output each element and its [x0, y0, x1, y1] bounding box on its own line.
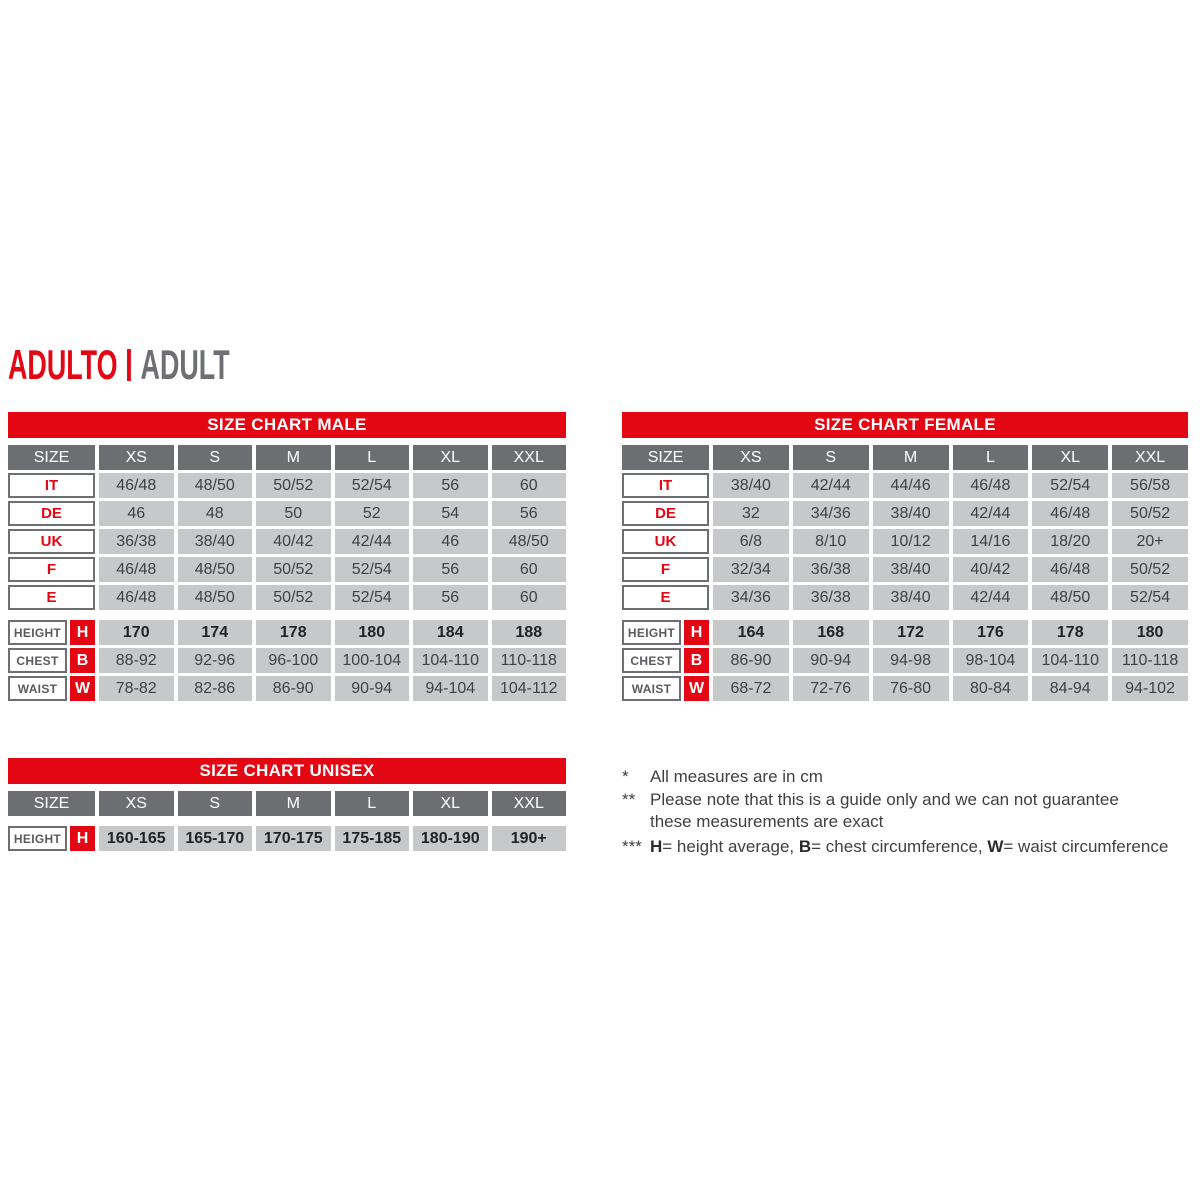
column-header-cell: S	[178, 445, 253, 470]
size-value-cell: 48/50	[178, 557, 253, 582]
size-value-cell: 48	[178, 501, 253, 526]
size-value-cell: 52/54	[1032, 473, 1108, 498]
size-row	[622, 557, 1188, 582]
footnote-line: these measurements are exact	[650, 812, 884, 831]
measure-value-cell: 170	[99, 620, 174, 645]
footnote	[622, 789, 1198, 833]
measure-value-cell: 104-110	[413, 648, 488, 673]
size-value-cell: 42/44	[953, 501, 1029, 526]
size-value-cell: 46/48	[1032, 557, 1108, 582]
size-value-cell: 32	[713, 501, 789, 526]
footnote-part: B	[798, 837, 812, 856]
measure-value-cell: 175-185	[335, 826, 410, 851]
measure-value-cell: 82-86	[178, 676, 253, 701]
measure-value-cell: 180	[335, 620, 410, 645]
measure-badge-w: W	[70, 676, 95, 701]
size-value-cell: 48/50	[178, 585, 253, 610]
measure-value-cell: 180-190	[413, 826, 488, 851]
size-value-cell: 54	[413, 501, 488, 526]
measure-value-cell: 90-94	[793, 648, 869, 673]
size-value-cell: 18/20	[1032, 529, 1108, 554]
measure-label-text: HEIGHT	[622, 620, 681, 645]
page-title	[8, 341, 230, 388]
measure-value-cell: 94-104	[413, 676, 488, 701]
size-value-cell: 40/42	[256, 529, 331, 554]
size-value-cell: 38/40	[178, 529, 253, 554]
measure-badge-h: H	[70, 620, 95, 645]
table-title-bar: SIZE CHART FEMALE	[622, 412, 1188, 438]
measure-row	[8, 676, 566, 701]
size-row	[8, 529, 566, 554]
size-value-cell: 32/34	[713, 557, 789, 582]
measure-label-text: HEIGHT	[8, 620, 67, 645]
column-header-cell: XXL	[492, 445, 567, 470]
size-value-cell: 8/10	[793, 529, 869, 554]
size-value-cell: 50/52	[1112, 501, 1188, 526]
measure-value-cell: 165-170	[178, 826, 253, 851]
measure-label-text: CHEST	[8, 648, 67, 673]
measure-value-cell: 92-96	[178, 648, 253, 673]
footnote-part: H	[650, 837, 663, 856]
measure-label-chest	[8, 648, 95, 673]
measure-badge-h: H	[684, 620, 709, 645]
size-value-cell: 42/44	[793, 473, 869, 498]
size-value-cell: 42/44	[953, 585, 1029, 610]
footnote-marker: *	[622, 767, 629, 786]
footnote-text	[650, 766, 823, 788]
measure-value-cell: 184	[413, 620, 488, 645]
footnote-part: = height average,	[662, 837, 799, 856]
measure-value-cell: 176	[953, 620, 1029, 645]
row-label-it: IT	[622, 473, 709, 498]
measure-row	[622, 676, 1188, 701]
footnote-part: = waist circumference	[1003, 837, 1169, 856]
size-row	[8, 501, 566, 526]
column-header-cell: M	[256, 791, 331, 816]
measure-label-text: HEIGHT	[8, 826, 67, 851]
size-value-cell: 50	[256, 501, 331, 526]
size-value-cell: 50/52	[1112, 557, 1188, 582]
footnote-part: = chest circumference,	[811, 837, 988, 856]
row-label-f: F	[622, 557, 709, 582]
row-label-e: E	[8, 585, 95, 610]
measure-row	[8, 620, 566, 645]
size-value-cell: 52/54	[1112, 585, 1188, 610]
size-row	[622, 473, 1188, 498]
size-value-cell: 46/48	[99, 585, 174, 610]
measure-value-cell: 178	[1032, 620, 1108, 645]
column-header-cell: XXL	[1112, 445, 1188, 470]
measure-value-cell: 188	[492, 620, 567, 645]
measure-value-cell: 104-110	[1032, 648, 1108, 673]
size-value-cell: 50/52	[256, 585, 331, 610]
page-title-primary: ADULTO	[8, 341, 118, 388]
size-value-cell: 52	[335, 501, 410, 526]
size-row	[622, 585, 1188, 610]
size-value-cell: 48/50	[1032, 585, 1108, 610]
size-value-cell: 60	[492, 585, 567, 610]
measure-value-cell: 104-112	[492, 676, 567, 701]
measure-value-cell: 172	[873, 620, 949, 645]
column-header-cell: M	[873, 445, 949, 470]
measure-value-cell: 190+	[492, 826, 567, 851]
size-value-cell: 48/50	[178, 473, 253, 498]
footnote-text	[650, 789, 1119, 833]
measure-row	[8, 648, 566, 673]
size-value-cell: 38/40	[873, 557, 949, 582]
measure-value-cell: 90-94	[335, 676, 410, 701]
size-value-cell: 38/40	[873, 585, 949, 610]
row-label-f: F	[8, 557, 95, 582]
measure-value-cell: 180	[1112, 620, 1188, 645]
measure-value-cell: 80-84	[953, 676, 1029, 701]
measure-value-cell: 86-90	[256, 676, 331, 701]
size-value-cell: 56	[413, 585, 488, 610]
size-value-cell: 46/48	[953, 473, 1029, 498]
column-header-cell: S	[178, 791, 253, 816]
measure-value-cell: 168	[793, 620, 869, 645]
size-value-cell: 56	[492, 501, 567, 526]
footnote-text	[650, 836, 1168, 858]
footnote-marker: **	[622, 790, 636, 809]
column-header-cell: XL	[413, 445, 488, 470]
measure-value-cell: 88-92	[99, 648, 174, 673]
size-value-cell: 50/52	[256, 557, 331, 582]
column-header-cell: XL	[413, 791, 488, 816]
measure-label-height	[622, 620, 709, 645]
footnotes	[622, 766, 1198, 859]
size-value-cell: 46	[99, 501, 174, 526]
column-header-cell: SIZE	[8, 445, 95, 470]
size-value-cell: 46/48	[1032, 501, 1108, 526]
measure-value-cell: 170-175	[256, 826, 331, 851]
size-value-cell: 34/36	[793, 501, 869, 526]
row-label-de: DE	[622, 501, 709, 526]
size-value-cell: 50/52	[256, 473, 331, 498]
measure-value-cell: 76-80	[873, 676, 949, 701]
size-value-cell: 36/38	[793, 585, 869, 610]
size-value-cell: 38/40	[873, 501, 949, 526]
size-chart-unisex-table	[8, 758, 566, 851]
row-label-it: IT	[8, 473, 95, 498]
column-header-row	[8, 445, 566, 470]
size-row	[8, 557, 566, 582]
measure-value-cell: 84-94	[1032, 676, 1108, 701]
measure-row	[622, 648, 1188, 673]
column-header-cell: XS	[99, 445, 174, 470]
size-value-cell: 52/54	[335, 473, 410, 498]
table-title-bar: SIZE CHART MALE	[8, 412, 566, 438]
size-value-cell: 56	[413, 473, 488, 498]
footnote	[622, 836, 1198, 858]
size-row	[8, 585, 566, 610]
column-header-cell: XXL	[492, 791, 567, 816]
measure-badge-b: B	[684, 648, 709, 673]
measure-label-text: WAIST	[622, 676, 681, 701]
size-value-cell: 46	[413, 529, 488, 554]
measure-label-height	[8, 620, 95, 645]
column-header-cell: XS	[713, 445, 789, 470]
size-value-cell: 56	[413, 557, 488, 582]
size-row	[8, 473, 566, 498]
measure-value-cell: 72-76	[793, 676, 869, 701]
size-value-cell: 6/8	[713, 529, 789, 554]
size-value-cell: 38/40	[713, 473, 789, 498]
size-value-cell: 52/54	[335, 557, 410, 582]
measure-value-cell: 94-98	[873, 648, 949, 673]
column-header-cell: M	[256, 445, 331, 470]
size-row	[622, 529, 1188, 554]
size-value-cell: 20+	[1112, 529, 1188, 554]
measure-value-cell: 94-102	[1112, 676, 1188, 701]
size-value-cell: 46/48	[99, 557, 174, 582]
footnote-line: All measures are in cm	[650, 767, 823, 786]
measure-badge-b: B	[70, 648, 95, 673]
page-title-secondary: ADULT	[140, 341, 230, 388]
column-header-row	[622, 445, 1188, 470]
measure-value-cell: 110-118	[1112, 648, 1188, 673]
measure-value-cell: 68-72	[713, 676, 789, 701]
size-value-cell: 40/42	[953, 557, 1029, 582]
measure-value-cell: 110-118	[492, 648, 567, 673]
size-value-cell: 36/38	[99, 529, 174, 554]
row-label-de: DE	[8, 501, 95, 526]
size-value-cell: 60	[492, 557, 567, 582]
table-title-bar: SIZE CHART UNISEX	[8, 758, 566, 784]
size-value-cell: 46/48	[99, 473, 174, 498]
measure-label-text: WAIST	[8, 676, 67, 701]
footnote	[622, 766, 1198, 788]
measure-value-cell: 160-165	[99, 826, 174, 851]
measure-badge-w: W	[684, 676, 709, 701]
row-label-uk: UK	[622, 529, 709, 554]
column-header-cell: XL	[1032, 445, 1108, 470]
size-value-cell: 14/16	[953, 529, 1029, 554]
size-row	[622, 501, 1188, 526]
size-chart-male-table	[8, 412, 566, 701]
size-value-cell: 48/50	[492, 529, 567, 554]
measure-label-waist	[622, 676, 709, 701]
size-value-cell: 42/44	[335, 529, 410, 554]
footnote-part: W	[987, 837, 1004, 856]
size-value-cell: 56/58	[1112, 473, 1188, 498]
size-chart-female-table	[622, 412, 1188, 701]
size-value-cell: 44/46	[873, 473, 949, 498]
measure-badge-h: H	[70, 826, 95, 851]
row-label-uk: UK	[8, 529, 95, 554]
measure-label-waist	[8, 676, 95, 701]
title-separator-bar	[127, 349, 131, 381]
measure-label-height	[8, 826, 95, 851]
size-value-cell: 60	[492, 473, 567, 498]
row-label-e: E	[622, 585, 709, 610]
size-value-cell: 36/38	[793, 557, 869, 582]
measure-value-cell: 164	[713, 620, 789, 645]
column-header-cell: XS	[99, 791, 174, 816]
column-header-row	[8, 791, 566, 816]
measure-value-cell: 100-104	[335, 648, 410, 673]
column-header-cell: L	[953, 445, 1029, 470]
column-header-cell: SIZE	[622, 445, 709, 470]
measure-value-cell: 98-104	[953, 648, 1029, 673]
measure-row	[622, 620, 1188, 645]
footnote-line: Please note that this is a guide only and we can not guarantee	[650, 790, 1119, 809]
measure-value-cell: 178	[256, 620, 331, 645]
size-value-cell: 10/12	[873, 529, 949, 554]
measure-value-cell: 174	[178, 620, 253, 645]
measure-row	[8, 826, 566, 851]
column-header-cell: L	[335, 791, 410, 816]
measure-label-chest	[622, 648, 709, 673]
column-header-cell: S	[793, 445, 869, 470]
measure-value-cell: 78-82	[99, 676, 174, 701]
size-value-cell: 34/36	[713, 585, 789, 610]
size-value-cell: 52/54	[335, 585, 410, 610]
column-header-cell: SIZE	[8, 791, 95, 816]
measure-value-cell: 86-90	[713, 648, 789, 673]
measure-value-cell: 96-100	[256, 648, 331, 673]
column-header-cell: L	[335, 445, 410, 470]
measure-label-text: CHEST	[622, 648, 681, 673]
footnote-marker: ***	[622, 837, 642, 856]
